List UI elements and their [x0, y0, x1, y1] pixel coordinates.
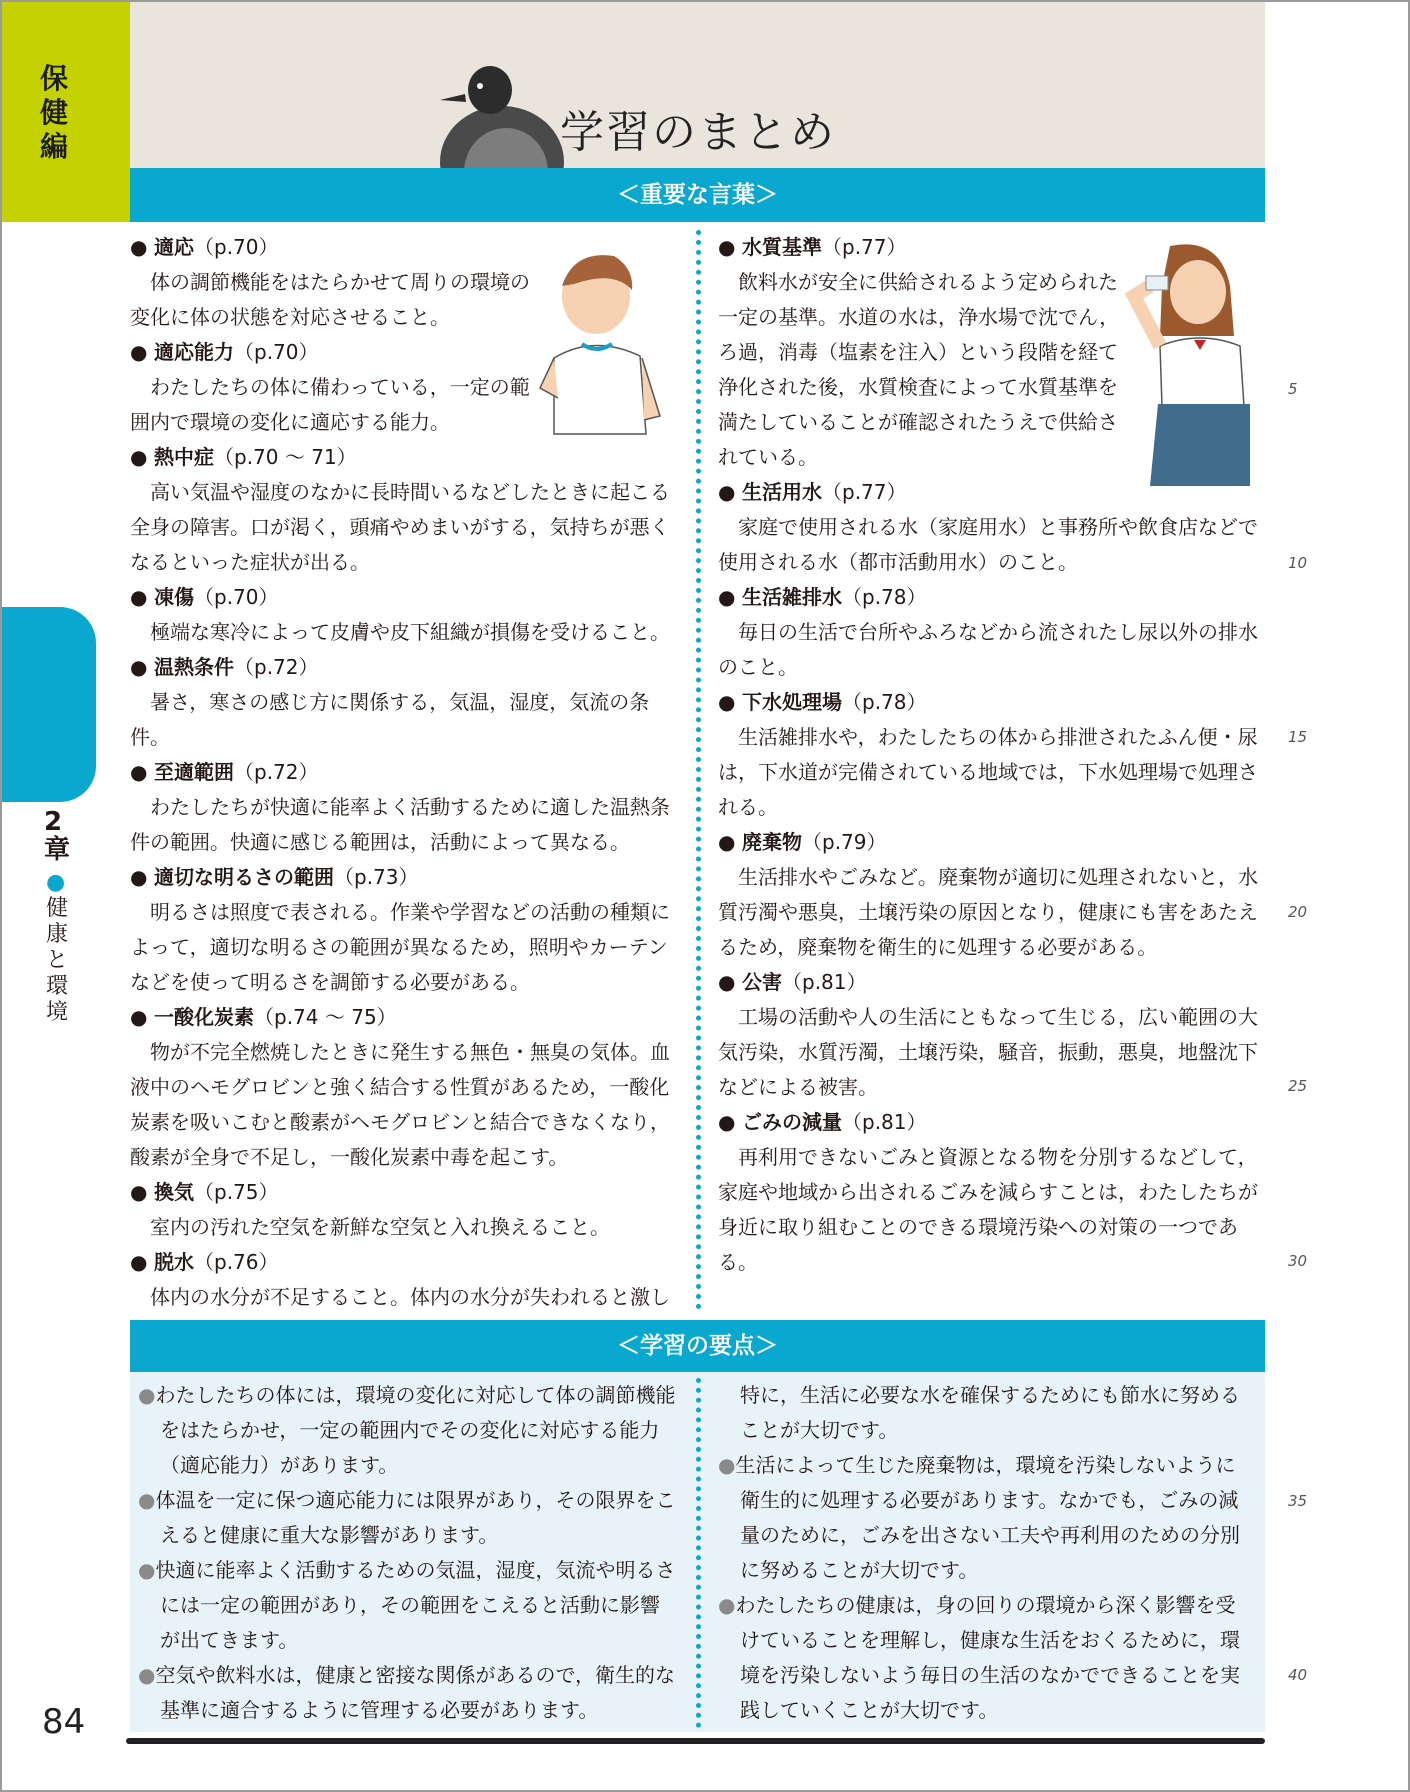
term-page: （p.78）	[842, 585, 927, 609]
bullet-icon: ●	[718, 585, 736, 609]
key-point	[718, 1588, 1248, 1728]
term-name: 下水処理場	[742, 690, 842, 714]
bullet-icon: ●	[130, 585, 148, 609]
chapter-number: 2章	[44, 807, 71, 865]
term-description: 高い気温や湿度のなかに長時間いるなどしたときに起こる全身の障害。口が渇く，頭痛やめまいがする，気持ちが悪くなるといった症状が出る。	[130, 480, 670, 574]
term-page: （p.78）	[842, 690, 927, 714]
bullet-icon: ●	[718, 480, 736, 504]
term-page: （p.75）	[194, 1180, 279, 1204]
term-heading	[718, 965, 1265, 1000]
summary-divider	[696, 1378, 701, 1728]
term-page: （p.81）	[782, 970, 867, 994]
point-bullet-icon: ●	[718, 1453, 736, 1477]
column-divider	[696, 230, 701, 1310]
term-heading	[130, 230, 545, 265]
term-name: 生活雑排水	[742, 585, 842, 609]
term-name: 温熱条件	[154, 655, 234, 679]
term-page: （p.81）	[842, 1110, 927, 1134]
term-page: （p.72）	[234, 655, 319, 679]
bullet-icon: ●	[130, 1250, 148, 1274]
summary-continuation: 特に，生活に必要な水を確保するためにも節水に努めることが大切です。	[740, 1383, 1240, 1442]
term-name: 凍傷	[154, 585, 194, 609]
line-number: 25	[1288, 1077, 1308, 1095]
term-page: （p.70）	[194, 235, 279, 259]
bullet-icon: ●	[130, 1180, 148, 1204]
term-page: （p.72）	[234, 760, 319, 784]
term-name: 至適範囲	[154, 760, 234, 784]
term-description: 暑さ，寒さの感じ方に関係する，気温，湿度，気流の条件。	[130, 690, 650, 749]
term-heading	[718, 1105, 1265, 1140]
term-name: 換気	[154, 1180, 194, 1204]
term-heading	[130, 1175, 675, 1210]
bullet-icon: ●	[718, 235, 736, 259]
term-page: （p.70 ～ 71）	[214, 445, 357, 469]
line-number: 40	[1288, 1666, 1308, 1684]
term-heading	[130, 1245, 675, 1280]
bullet-icon: ●	[130, 760, 148, 784]
bullet-icon: ●	[130, 1005, 148, 1029]
bullet-icon: ●	[718, 970, 736, 994]
term-description: 毎日の生活で台所やふろなどから流されたし尿以外の排水のこと。	[718, 620, 1258, 679]
bullet-icon: ●	[130, 655, 148, 679]
term-heading	[130, 335, 545, 370]
term-name: 一酸化炭素	[154, 1005, 254, 1029]
term-description: 再利用できないごみと資源となる物を分別するなどして，家庭や地域から出されるごみを減らすことは，わたしたちが身近に取り組むことのできる環境汚染への対策の一つである。	[718, 1145, 1258, 1274]
bullet-icon: ●	[130, 865, 148, 889]
term-heading	[718, 230, 1125, 265]
term-name: 公害	[742, 970, 782, 994]
point-bullet-icon: ●	[718, 1593, 736, 1617]
term-page: （p.77）	[822, 235, 907, 259]
line-number: 30	[1288, 1252, 1308, 1270]
point-bullet-icon: ●	[138, 1488, 156, 1512]
line-number: 35	[1288, 1492, 1308, 1510]
term-description: 体内の水分が不足すること。体内の水分が失われると激し	[150, 1285, 670, 1309]
term-heading	[718, 580, 1265, 615]
term-description: 物が不完全燃焼したときに発生する無色・無臭の気体。血液中のヘモグロビンと強く結合する性質があるため，一酸化炭素を吸いこむと酸素がヘモグロビンと結合できなくなり，酸素が全身で不足し，一酸化炭素中毒を起こす。	[130, 1040, 670, 1169]
term-page: （p.74 ～ 75）	[254, 1005, 397, 1029]
chapter-bullet-icon: ●	[46, 870, 66, 895]
key-point-text: 体温を一定に保つ適応能力には限界があり，その限界をこえると健康に重大な影響があります。	[155, 1488, 676, 1547]
term-name: 適切な明るさの範囲	[154, 865, 334, 889]
point-bullet-icon: ●	[138, 1558, 156, 1582]
key-point-text: 空気や飲料水は，健康と密接な関係があるので，衛生的な基準に適合するように管理する必要があります。	[155, 1663, 676, 1722]
term-page: （p.70）	[234, 340, 319, 364]
term-name: 熱中症	[154, 445, 214, 469]
key-points-right	[718, 1378, 1248, 1728]
term-page: （p.70）	[194, 585, 279, 609]
section-tab: 保健編	[0, 0, 130, 222]
term-description: 生活雑排水や，わたしたちの体から排泄されたふん便・尿は，下水道が完備されている地域では，下水処理場で処理される。	[718, 725, 1258, 819]
term-description: 体の調節機能をはたらかせて周りの環境の変化に体の状態を対応させること。	[130, 270, 530, 329]
term-name: 脱水	[154, 1250, 194, 1274]
term-description: 明るさは照度で表される。作業や学習などの活動の種類によって，適切な明るさの範囲が異なるため，照明やカーテンなどを使って明るさを調節する必要がある。	[130, 900, 670, 994]
term-description: 生活排水やごみなど。廃棄物が適切に処理されないと，水質汚濁や悪臭，土壌汚染の原因となり，健康にも害をあたえるため，廃棄物を衛生的に処理する必要がある。	[718, 865, 1258, 959]
term-heading	[718, 825, 1265, 860]
term-name: 生活用水	[742, 480, 822, 504]
term-description: わたしたちが快適に能率よく活動するために適した温熱条件の範囲。快適に感じる範囲は，活動によって異なる。	[130, 795, 670, 854]
key-point	[718, 1448, 1248, 1588]
term-heading	[130, 1000, 675, 1035]
term-description: 工場の活動や人の生活にともなって生じる，広い範囲の大気汚染，水質汚濁，土壌汚染，騒音，振動，悪臭，地盤沈下などによる被害。	[718, 1005, 1258, 1099]
term-page: （p.79）	[802, 830, 887, 854]
chapter-title: ●健康と環境	[46, 870, 69, 1025]
point-bullet-icon: ●	[138, 1663, 156, 1687]
term-page: （p.76）	[194, 1250, 279, 1274]
term-name: 廃棄物	[742, 830, 802, 854]
key-terms-header: ＜重要な言葉＞	[130, 168, 1265, 222]
key-points-left	[138, 1378, 678, 1728]
key-point	[138, 1553, 678, 1658]
key-point	[138, 1378, 678, 1483]
key-points-header: ＜学習の要点＞	[130, 1320, 1265, 1372]
bullet-icon: ●	[130, 235, 148, 259]
page-number: 84	[42, 1702, 86, 1742]
term-description: わたしたちの体に備わっている，一定の範囲内で環境の変化に適応する能力。	[130, 375, 530, 434]
page-title: 学習のまとめ	[560, 107, 836, 158]
term-description: 家庭で使用される水（家庭用水）と事務所や飲食店などで使用される水（都市活動用水）のこと。	[718, 515, 1258, 574]
girl-illustration	[1110, 236, 1250, 496]
line-number: 20	[1288, 903, 1308, 921]
line-number: 15	[1288, 728, 1308, 746]
term-page: （p.73）	[334, 865, 419, 889]
bottom-rule	[126, 1738, 1265, 1744]
key-point-text: わたしたちの体には，環境の変化に対応して体の調節機能をはたらかせ，一定の範囲内でその変化に対応する能力（適応能力）があります。	[155, 1383, 676, 1477]
key-point-text: 快適に能率よく活動するための気温，湿度，気流や明るさには一定の範囲があり，その範囲をこえると活動に影響が出てきます。	[155, 1558, 676, 1652]
boy-illustration	[534, 248, 664, 438]
point-bullet-icon: ●	[138, 1383, 156, 1407]
term-heading	[130, 440, 675, 475]
term-name: 適応	[154, 235, 194, 259]
bullet-icon: ●	[718, 1110, 736, 1134]
key-point	[138, 1658, 678, 1728]
term-heading	[130, 860, 675, 895]
term-heading	[130, 755, 675, 790]
term-description: 極端な寒冷によって皮膚や皮下組織が損傷を受けること。	[150, 620, 670, 644]
bullet-icon: ●	[718, 830, 736, 854]
term-description: 飲料水が安全に供給されるよう定められた一定の基準。水道の水は，浄水場で沈でん，ろ過，消毒（塩素を注入）という段階を経て浄化された後，水質検査によって水質基準を満たしていることが確認されたうえで供給されている。	[718, 270, 1120, 469]
bullet-icon: ●	[130, 445, 148, 469]
term-name: 適応能力	[154, 340, 234, 364]
key-point-text: 生活によって生じた廃棄物は，環境を汚染しないように衛生的に処理する必要があります。なかでも，ごみの減量のために，ごみを出さない工夫や再利用のための分別に努めることが大切です。	[735, 1453, 1240, 1582]
term-description: 室内の汚れた空気を新鮮な空気と入れ換えること。	[150, 1215, 610, 1239]
chapter-tab	[0, 607, 96, 802]
term-name: 水質基準	[742, 235, 822, 259]
term-name: ごみの減量	[742, 1110, 842, 1134]
bullet-icon: ●	[130, 340, 148, 364]
term-heading	[718, 685, 1265, 720]
term-page: （p.77）	[822, 480, 907, 504]
line-number: 5	[1288, 380, 1298, 398]
term-heading	[130, 650, 675, 685]
key-point	[138, 1483, 678, 1553]
bullet-icon: ●	[718, 690, 736, 714]
term-heading	[130, 580, 675, 615]
line-number: 10	[1288, 554, 1308, 572]
key-point-text: わたしたちの健康は，身の回りの環境から深く影響を受けていることを理解し，健康な生活をおくるために，環境を汚染しないよう毎日の生活のなかでできることを実践していくことが大切です。	[735, 1593, 1240, 1722]
